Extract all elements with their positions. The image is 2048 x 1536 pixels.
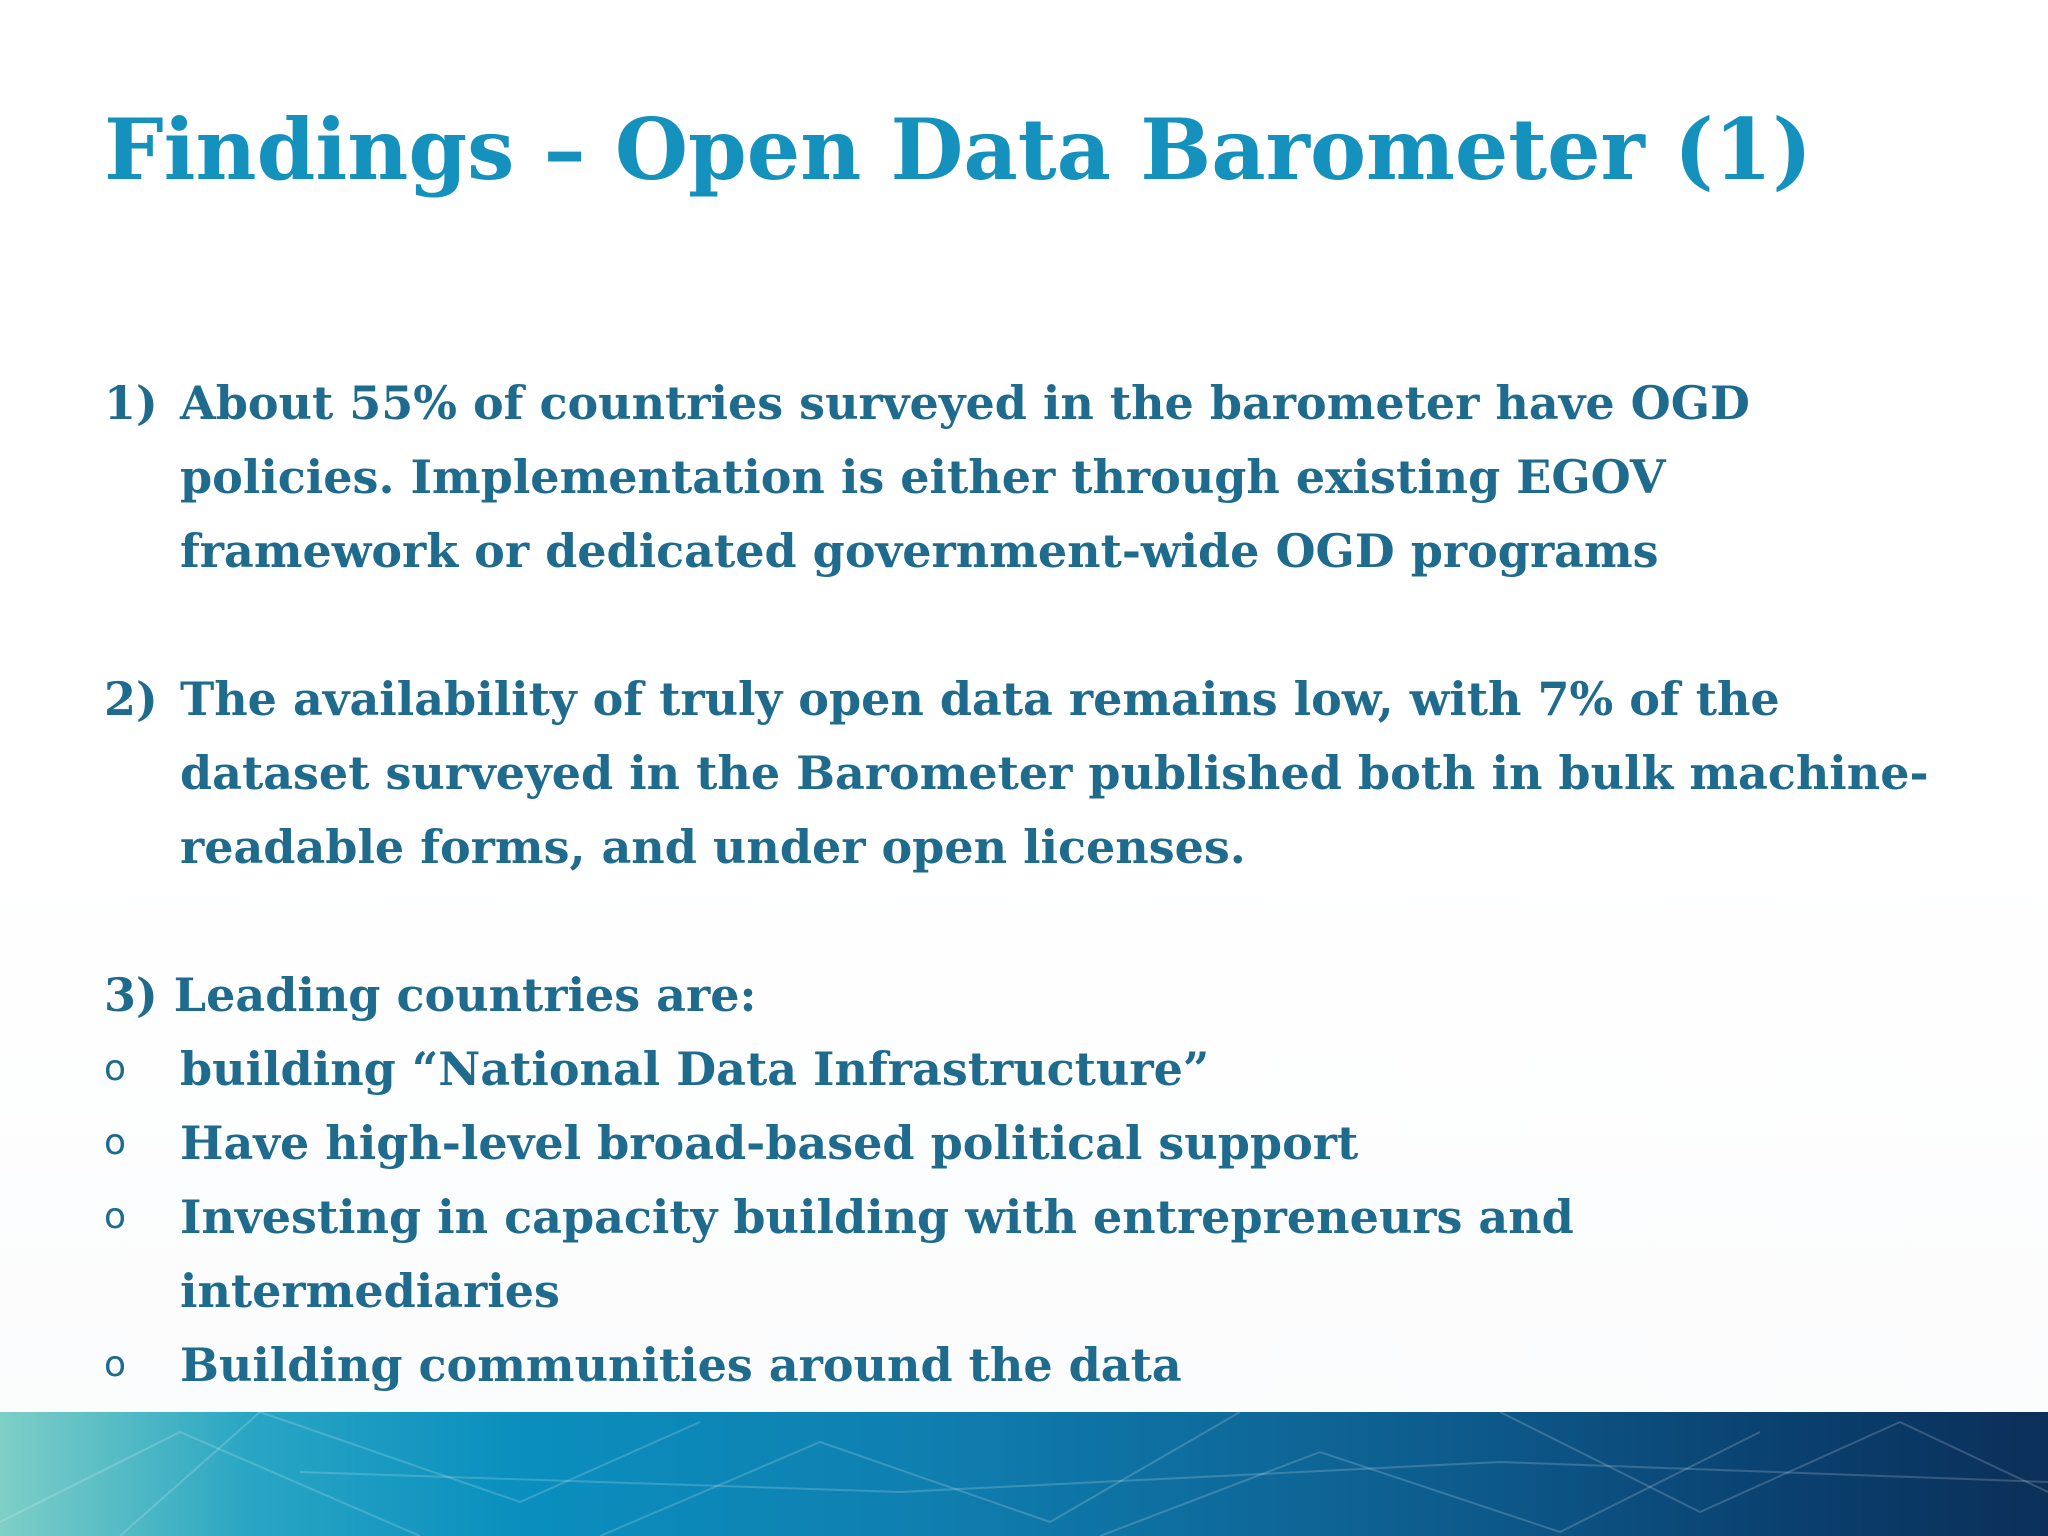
leading-countries-heading: 3) Leading countries are:: [104, 968, 757, 1022]
spacer: [104, 588, 2024, 662]
footer-decorative-band: [0, 1412, 2048, 1536]
item-line: policies. Implementation is either through existing EGOV: [180, 450, 1666, 504]
bullet-line: Investing in capacity building with entrepreneurs and: [180, 1190, 1574, 1244]
item-line: dataset surveyed in the Barometer published both in bulk machine-: [180, 746, 1929, 800]
slide-body: [104, 366, 2024, 1402]
bullet-item: [104, 1328, 2024, 1402]
item-line: framework or dedicated government-wide OGD programs: [180, 524, 1659, 578]
numbered-item-1: [104, 366, 2024, 588]
spacer: [104, 884, 2024, 958]
slide-title: Findings – Open Data Barometer (1): [104, 100, 1812, 199]
bullet-line: intermediaries: [180, 1264, 560, 1318]
circle-bullet-icon: o: [104, 1048, 127, 1089]
circle-bullet-icon: o: [104, 1344, 127, 1385]
item-line: The availability of truly open data remains low, with 7% of the: [180, 672, 1780, 726]
item-line: readable forms, and under open licenses.: [180, 820, 1246, 874]
item-line: About 55% of countries surveyed in the barometer have OGD: [180, 376, 1750, 430]
circle-bullet-icon: o: [104, 1122, 127, 1163]
item-number: 2): [104, 672, 158, 726]
bullet-line: building “National Data Infrastructure”: [180, 1042, 1210, 1096]
bullet-line: Have high-level broad-based political support: [180, 1116, 1359, 1170]
bullet-line: Building communities around the data: [180, 1338, 1182, 1392]
bullet-item: [104, 1180, 2024, 1328]
item-number: 1): [104, 376, 158, 430]
bullet-item: [104, 1032, 2024, 1106]
bullet-item: [104, 1106, 2024, 1180]
circle-bullet-icon: o: [104, 1196, 127, 1237]
numbered-item-2: [104, 662, 2024, 884]
network-lines-decoration: [0, 1412, 2048, 1536]
